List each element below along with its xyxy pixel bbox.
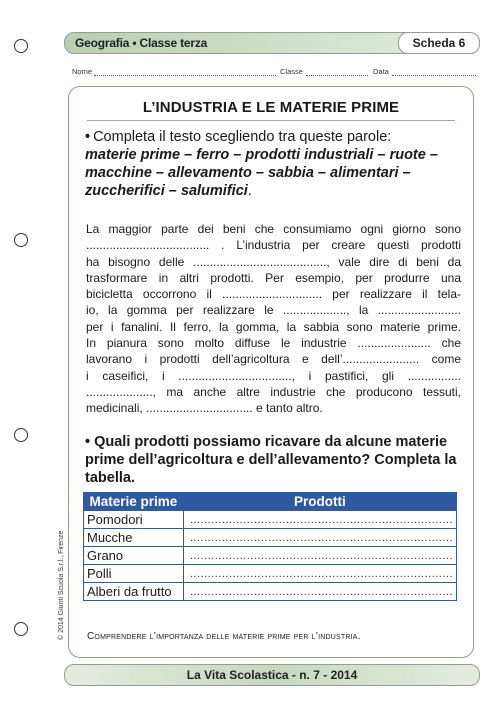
column-header-prodotti: Prodotti [183,493,456,511]
nome-label: Nome [72,67,93,76]
footer-bar [64,664,480,686]
classe-label: Classe [280,67,303,76]
raw-material-cell: Grano [84,547,184,565]
classe-field[interactable] [306,75,368,76]
column-header-materie: Materie prime [84,493,184,511]
text-line: trasformare in altri prodotti. Per esempio, per produrre una [86,270,461,285]
text-line: bicicletta occorrono il .............................. per realizzare il tela- [86,287,461,302]
table-row [84,583,457,601]
binder-hole [14,233,28,247]
data-label: Data [373,67,389,76]
fill-in-text [86,221,461,417]
raw-material-cell: Mucche [84,529,184,547]
worksheet-title: L’INDUSTRIA E LE MATERIE PRIME [142,99,400,116]
product-answer-field[interactable]: .......................................................................... [183,565,456,583]
text-line: ..................................... . L’industria per creare questi prodotti [86,238,461,253]
scheda-label: Scheda 6 [412,36,466,50]
footer-label: La Vita Scolastica - n. 7 - 2014 [186,668,358,682]
subject-label: Geografia • Classe terza [75,36,208,50]
exercise2-prompt: Quali prodotti possiamo ricavare da alcune materie prime dell’agricoltura e dell’allevamento? Completa la tabella. [85,434,457,486]
table-row [84,511,457,529]
bullet-icon: • [85,129,91,145]
data-field[interactable] [392,75,476,76]
product-answer-field[interactable]: .......................................................................... [183,529,456,547]
binder-hole [14,622,28,636]
exercise2-question [85,433,461,487]
raw-material-cell: Polli [84,565,184,583]
text-line: per i fanalini. Il ferro, la gomma, la sabbia sono materie prime. [86,319,461,334]
exercise1-prompt: Completa il testo scegliendo tra queste parole: [93,129,392,145]
product-answer-field[interactable]: .......................................................................... [183,547,456,565]
word-bank: materie prime – ferro – prodotti industriali – ruote – macchine – allevamento – sabbia – alimentari – zuccherifici – salumifici [85,147,438,199]
worksheet-card [68,86,474,658]
learning-objective: Comprendere l’importanza delle materie prime per l’industria. [87,631,361,642]
nome-field[interactable] [94,75,276,76]
product-answer-field[interactable]: .......................................................................... [183,583,456,601]
student-info-row [66,64,478,78]
exercise1-instruction [85,128,461,200]
table-row [84,565,457,583]
text-line: In pianura sono molto diffuse le industrie ...................... che [86,336,461,351]
text-line: ...................., ma anche altre industrie che producono tessuti, [86,384,461,399]
binder-hole [14,39,28,53]
text-line: ha bisogno delle ........................................, vale dire di beni da [86,254,461,269]
scheda-badge [398,32,480,54]
table-row [84,547,457,565]
text-line: medicinali, ................................ e tanto altro. [86,401,323,416]
word-bank-end: . [247,183,252,199]
header-bar [64,32,480,54]
raw-material-cell: Alberi da frutto [84,583,184,601]
title-divider [87,120,455,121]
products-table [83,492,457,601]
table-row [84,529,457,547]
bullet-icon: • [85,434,91,450]
text-line: io, la gomma per realizzare le ..................., la ......................... [86,303,461,318]
text-line: i caseifici, i .................................., i pastifici, gli ................ [86,368,461,383]
table-header-row [84,493,457,511]
copyright-notice: © 2014 Giunti Scuola S.r.l., Firenze [58,530,65,640]
text-line: La maggior parte dei beni che consumiamo ogni giorno sono [86,222,461,236]
raw-material-cell: Pomodori [84,511,184,529]
binder-hole [14,428,28,442]
text-line: lavorano i prodotti dell’agricoltura e dell’....................... come [86,352,461,367]
product-answer-field[interactable]: .......................................................................... [183,511,456,529]
